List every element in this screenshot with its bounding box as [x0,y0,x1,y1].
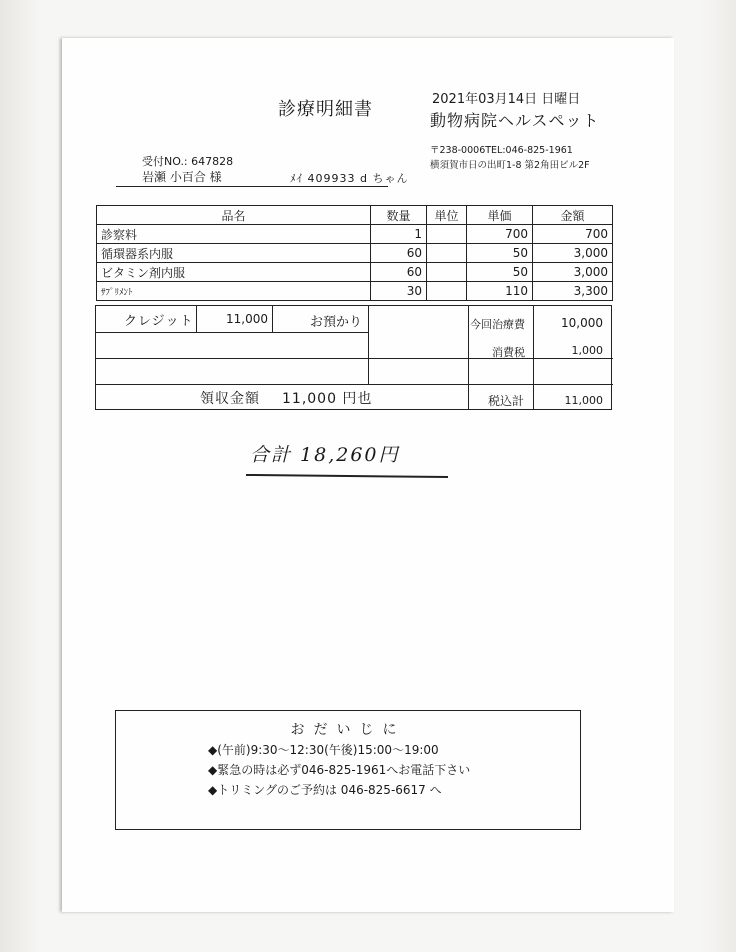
item-amount: 700 [533,225,613,244]
total-incl-tax-value: 11,000 [564,394,603,407]
receipt-number: 受付NO.: 647828 [142,155,234,168]
header-item-name: 品名 [97,206,371,225]
header-quantity: 数量 [371,206,427,225]
item-unit [427,282,467,301]
tax-value: 1,000 [571,344,603,357]
payment-method: クレジット [124,314,194,329]
item-name: 循環器系内服 [97,244,371,263]
item-qty: 60 [371,263,427,282]
divider [96,358,613,359]
clinic-postal-tel: 〒238-0006TEL:046-825-1961 [430,145,573,156]
table-row [97,225,613,244]
item-qty: 60 [371,244,427,263]
pet-name: ﾒｲ 409933 d ちゃん [290,172,409,185]
received-amount: 11,000 円也 [282,391,373,407]
header-unit: 単位 [427,206,467,225]
table-row [97,244,613,263]
clinic-address: 横須賀市日の出町1-8 第2角田ビル2F [430,160,590,171]
item-unit [427,225,467,244]
item-unit [427,263,467,282]
divider [196,306,197,332]
table-row [97,282,613,301]
notice-heading: おだいじに [290,722,406,738]
divider [468,306,469,410]
divider [96,332,368,333]
customer-underline [116,186,388,187]
handwritten-total: 合計 18,260円 [250,444,400,466]
total-incl-tax-label: 税込計 [488,394,525,408]
divider [368,306,369,384]
item-qty: 1 [371,225,427,244]
item-qty: 30 [371,282,427,301]
notice-line-emergency: ◆緊急の時は必ず046-825-1961へお電話下さい [208,763,471,777]
item-name: ビタミン剤内服 [97,263,371,282]
treatment-fee-label: 今回治療費 [470,318,525,331]
item-name: ｻﾌﾟﾘﾒﾝﾄ [97,282,371,301]
payment-method-amount: 11,000 [226,312,268,326]
item-price: 50 [467,263,533,282]
payment-summary [95,305,612,410]
deposit-label: お預かり [310,315,363,330]
received-label: 領収金額 [200,391,260,407]
notice-line-trimming: ◆トリミングのご予約は 046-825-6617 へ [208,783,442,797]
tax-label: 消費税 [492,346,525,359]
item-name: 診察料 [97,225,371,244]
table-header-row [97,206,613,225]
header-unit-price: 単価 [467,206,533,225]
notice-line-hours: ◆(午前)9:30～12:30(午後)15:00～19:00 [208,743,439,757]
item-price: 110 [467,282,533,301]
item-amount: 3,300 [533,282,613,301]
item-amount: 3,000 [533,263,613,282]
clinic-name: 動物病院ヘルスペット [430,111,600,130]
customer-name: 岩瀬 小百合 様 [142,170,222,184]
divider [272,306,273,332]
item-price: 50 [467,244,533,263]
item-amount: 3,000 [533,244,613,263]
items-table [96,205,613,301]
table-row [97,263,613,282]
divider [533,306,534,410]
document-title: 診療明細書 [278,99,373,120]
notice-box [115,710,581,830]
divider [96,384,613,385]
item-unit [427,244,467,263]
item-price: 700 [467,225,533,244]
treatment-fee-value: 10,000 [561,316,603,330]
issue-date: 2021年03月14日 日曜日 [432,92,581,107]
header-amount: 金額 [533,206,613,225]
